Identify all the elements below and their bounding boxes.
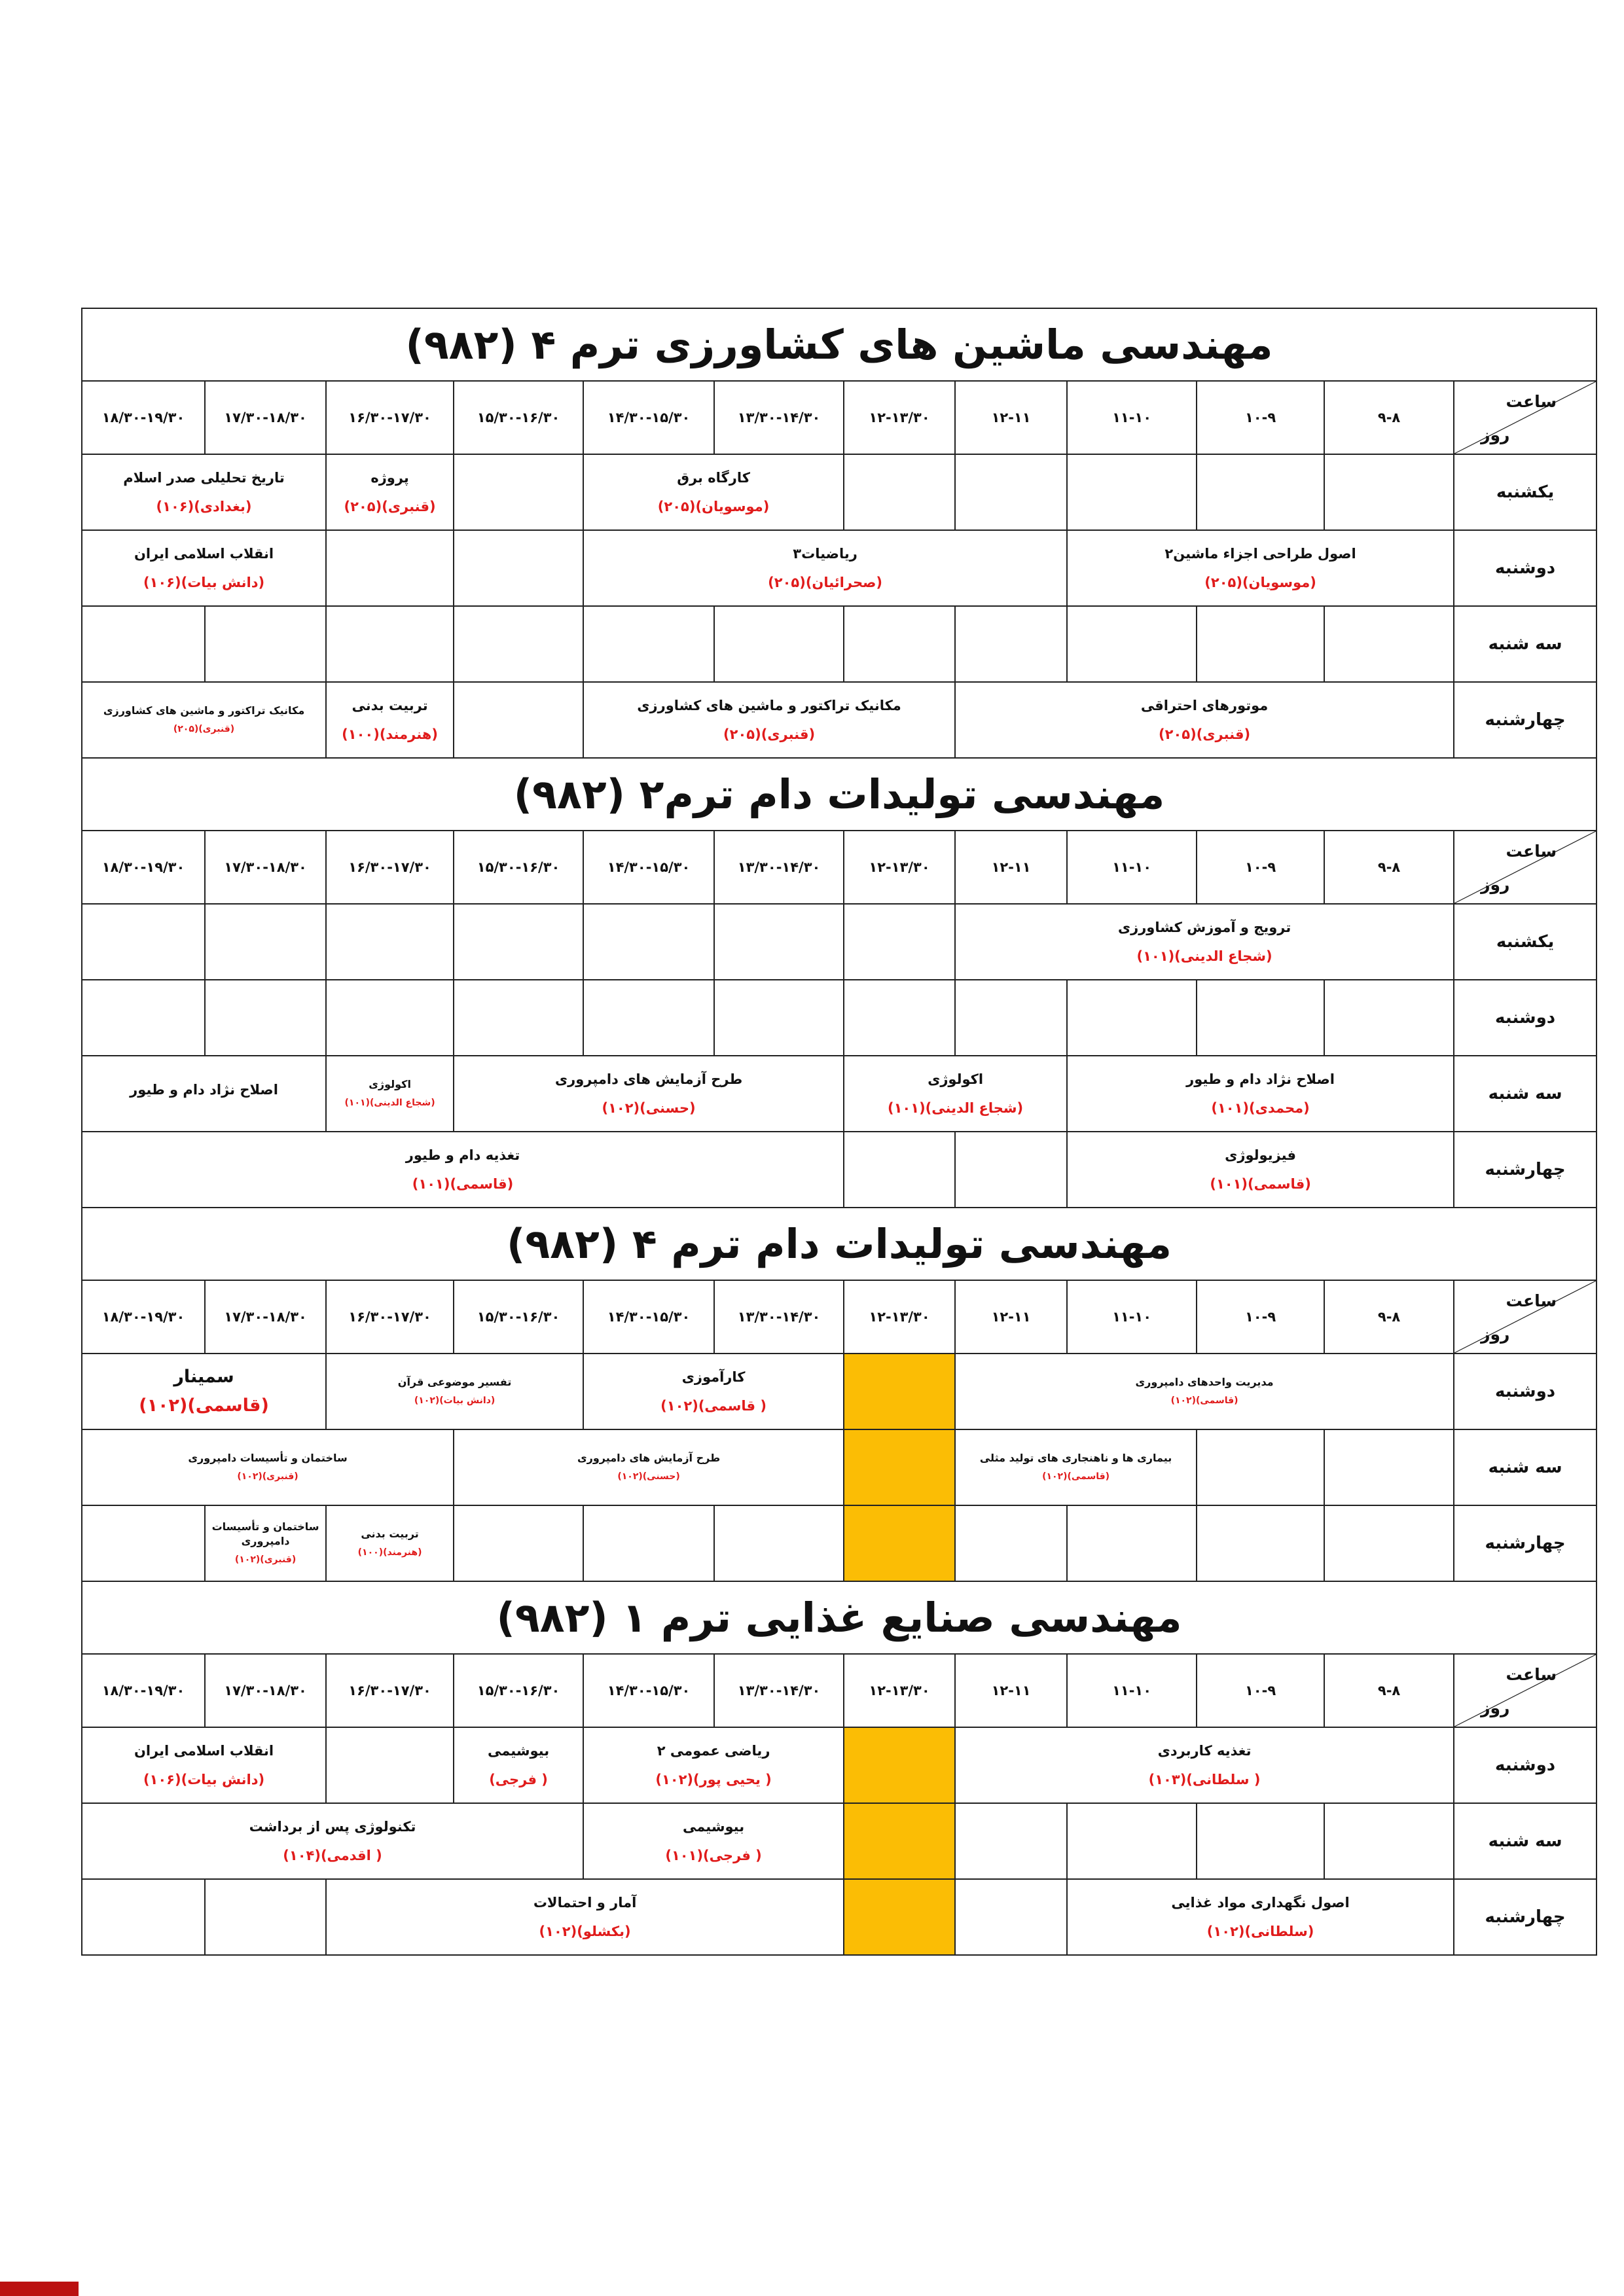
day-name: چهارشنبه [1454, 1879, 1597, 1955]
corner-cell [1454, 1280, 1597, 1354]
empty-cell [583, 980, 714, 1056]
empty-cell [1197, 980, 1324, 1056]
class-cell [955, 904, 1454, 980]
class-cell [583, 454, 844, 530]
course-name: کارگاه برق [677, 470, 750, 486]
section-title: مهندسی تولیدات دام ترم ۴ (۹۸۲) [82, 1208, 1597, 1280]
day-row [82, 1429, 1597, 1505]
course-name: بیوشیمی [487, 1743, 550, 1759]
day-row [82, 980, 1597, 1056]
day-row [82, 904, 1597, 980]
empty-cell [955, 1505, 1067, 1581]
empty-cell [326, 1727, 454, 1803]
empty-cell [326, 530, 454, 606]
empty-cell [205, 904, 326, 980]
day-row [82, 1879, 1597, 1955]
day-label: روز [1481, 875, 1510, 894]
day-row [82, 606, 1597, 682]
class-cell [326, 682, 454, 758]
day-name: دوشنبه [1454, 530, 1597, 606]
day-row [82, 1803, 1597, 1879]
class-cell [955, 682, 1454, 758]
time-slot: ۱۲-۱۱ [955, 831, 1067, 904]
empty-cell [1067, 606, 1197, 682]
course-name: کارآموزی [681, 1369, 746, 1385]
course-name: ترویج و آموزش کشاورزی [1117, 920, 1291, 935]
empty-cell [1067, 1803, 1197, 1879]
corner-cell [1454, 381, 1597, 454]
instructor-room: (قنبری)(۲۰۵) [1159, 726, 1251, 742]
empty-cell [82, 1505, 205, 1581]
day-name: یکشنبه [1454, 904, 1597, 980]
break-cell [844, 1879, 955, 1955]
empty-cell [82, 904, 205, 980]
empty-cell [1197, 606, 1324, 682]
timetable [81, 308, 1597, 1956]
day-row [82, 530, 1597, 606]
instructor-room: ( یحیی پور)(۱۰۲) [655, 1772, 772, 1787]
time-slot: ۱۵/۳۰-۱۶/۳۰ [454, 831, 583, 904]
course-name: مکانیک تراکتور و ماشین های کشاورزی [103, 704, 305, 717]
day-name: سه شنبه [1454, 606, 1597, 682]
class-cell [326, 1056, 454, 1132]
empty-cell [714, 980, 844, 1056]
class-cell [583, 1727, 844, 1803]
class-cell [326, 1879, 844, 1955]
corner-cell [1454, 831, 1597, 904]
empty-cell [82, 1879, 205, 1955]
time-slot: ۱۲-۱۳/۳۰ [844, 831, 955, 904]
time-slot: ۱۰-۹ [1197, 381, 1324, 454]
instructor-room: (قنبری)(۱۰۲) [237, 1471, 298, 1482]
hour-label: ساعت [1506, 1291, 1557, 1310]
time-header-row [82, 381, 1597, 454]
instructor-room: (قنبری)(۱۰۲) [234, 1554, 297, 1565]
time-slot: ۱۲-۱۱ [955, 381, 1067, 454]
course-name: تغذیه دام و طیور [405, 1147, 520, 1163]
time-slot: ۹-۸ [1324, 1654, 1454, 1727]
break-cell [844, 1727, 955, 1803]
empty-cell [326, 606, 454, 682]
course-name: تربیت بدنی [361, 1528, 419, 1540]
section-title-row [82, 1581, 1597, 1654]
time-slot: ۱۲-۱۳/۳۰ [844, 1654, 955, 1727]
course-name: ریاضیات۳ [793, 546, 857, 562]
course-name: طرح آزمایش های دامپروری [577, 1452, 721, 1464]
instructor-room: (حسنی)(۱۰۲) [617, 1471, 680, 1482]
time-slot: ۱۷/۳۰-۱۸/۳۰ [205, 831, 326, 904]
empty-cell [454, 904, 583, 980]
class-cell [82, 1429, 454, 1505]
instructor-room: (قنبری)(۲۰۵) [723, 726, 816, 742]
course-name: اصلاح نژاد دام و طیور [1186, 1071, 1335, 1087]
class-cell [326, 454, 454, 530]
time-slot: ۱۰-۹ [1197, 1280, 1324, 1354]
class-cell [82, 1727, 326, 1803]
empty-cell [205, 1879, 326, 1955]
hour-label: ساعت [1506, 842, 1557, 861]
break-cell [844, 1354, 955, 1429]
course-name: مدیریت واحدهای دامپروری [1135, 1376, 1274, 1388]
class-cell [583, 1803, 844, 1879]
instructor-room: (محمدی)(۱۰۱) [1211, 1100, 1310, 1116]
course-name: ریاضی عمومی ۲ [657, 1743, 770, 1759]
class-cell [1067, 530, 1454, 606]
day-row [82, 1505, 1597, 1581]
time-slot: ۱۶/۳۰-۱۷/۳۰ [326, 381, 454, 454]
day-label: روز [1481, 1325, 1510, 1344]
time-slot: ۱۶/۳۰-۱۷/۳۰ [326, 1280, 454, 1354]
class-cell [583, 1354, 844, 1429]
empty-cell [955, 1803, 1067, 1879]
class-cell [326, 1354, 583, 1429]
day-name: سه شنبه [1454, 1429, 1597, 1505]
empty-cell [844, 606, 955, 682]
empty-cell [82, 606, 205, 682]
empty-cell [1067, 980, 1197, 1056]
instructor-room: (سلطانی)(۱۰۲) [1206, 1924, 1314, 1939]
empty-cell [1324, 1429, 1454, 1505]
class-cell [955, 1429, 1197, 1505]
day-row [82, 1132, 1597, 1208]
time-slot: ۱۲-۱۳/۳۰ [844, 381, 955, 454]
empty-cell [583, 606, 714, 682]
course-name: اکولوژی [369, 1078, 411, 1090]
empty-cell [1067, 454, 1197, 530]
empty-cell [454, 454, 583, 530]
empty-cell [82, 980, 205, 1056]
instructor-room: (شجاع الدینی)(۱۰۱) [344, 1098, 435, 1108]
watermark-logo [0, 2282, 79, 2296]
course-name: انقلاب اسلامی ایران [134, 1743, 274, 1759]
instructor-room: (قاسمی)(۱۰۲) [139, 1395, 269, 1416]
timetable-sheet [81, 308, 1583, 1956]
class-cell [326, 1505, 454, 1581]
course-name: اکولوژی [928, 1071, 984, 1087]
empty-cell [454, 980, 583, 1056]
course-name: مکانیک تراکتور و ماشین های کشاورزی [637, 698, 901, 713]
empty-cell [205, 606, 326, 682]
course-name: موتورهای احتراقی [1140, 698, 1269, 713]
class-cell [454, 1429, 844, 1505]
time-slot: ۱۱-۱۰ [1067, 1280, 1197, 1354]
time-slot: ۱۱-۱۰ [1067, 381, 1197, 454]
break-cell [844, 1505, 955, 1581]
time-slot: ۹-۸ [1324, 381, 1454, 454]
empty-cell [454, 1505, 583, 1581]
class-cell [955, 1354, 1454, 1429]
empty-cell [955, 980, 1067, 1056]
empty-cell [714, 904, 844, 980]
time-slot: ۱۵/۳۰-۱۶/۳۰ [454, 1654, 583, 1727]
empty-cell [205, 980, 326, 1056]
empty-cell [844, 454, 955, 530]
break-cell [844, 1429, 955, 1505]
section-title: مهندسی تولیدات دام ترم۲ (۹۸۲) [82, 758, 1597, 831]
class-cell [82, 454, 326, 530]
time-slot: ۱۶/۳۰-۱۷/۳۰ [326, 1654, 454, 1727]
empty-cell [714, 1505, 844, 1581]
time-slot: ۱۷/۳۰-۱۸/۳۰ [205, 381, 326, 454]
instructor-room: ( فرجی) [489, 1772, 548, 1787]
time-slot: ۱۷/۳۰-۱۸/۳۰ [205, 1654, 326, 1727]
empty-cell [1197, 1803, 1324, 1879]
instructor-room: (حسنی)(۱۰۲) [602, 1100, 696, 1116]
class-cell [583, 530, 1067, 606]
instructor-room: (قاسمی)(۱۰۱) [412, 1176, 514, 1192]
time-slot: ۱۸/۳۰-۱۹/۳۰ [82, 831, 205, 904]
course-name: تربیت بدنی [352, 698, 428, 713]
day-row [82, 1354, 1597, 1429]
time-header-row [82, 1654, 1597, 1727]
time-slot: ۱۱-۱۰ [1067, 1654, 1197, 1727]
day-name: سه شنبه [1454, 1056, 1597, 1132]
course-name: تفسیر موضوعی قرآن [397, 1376, 512, 1388]
hour-label: ساعت [1506, 1665, 1557, 1684]
instructor-room: (صحرائیان)(۲۰۵) [768, 575, 882, 590]
time-slot: ۱۶/۳۰-۱۷/۳۰ [326, 831, 454, 904]
empty-cell [583, 904, 714, 980]
time-slot: ۱۲-۱۳/۳۰ [844, 1280, 955, 1354]
class-cell [844, 1056, 1067, 1132]
course-name: اصول نگهداری مواد غذایی [1171, 1895, 1350, 1910]
empty-cell [844, 904, 955, 980]
time-slot: ۱۴/۳۰-۱۵/۳۰ [583, 831, 714, 904]
empty-cell [583, 1505, 714, 1581]
empty-cell [454, 606, 583, 682]
instructor-room: (بکشلو)(۱۰۲) [539, 1924, 631, 1939]
time-slot: ۱۳/۳۰-۱۴/۳۰ [714, 1280, 844, 1354]
instructor-room: (شجاع الدینی)(۱۰۱) [888, 1100, 1024, 1116]
day-label: روز [1481, 1698, 1510, 1717]
class-cell [1067, 1879, 1454, 1955]
course-name: طرح آزمایش های دامپروری [554, 1071, 743, 1087]
course-name: سمینار [173, 1367, 234, 1387]
class-cell [82, 530, 326, 606]
course-name: فیزیولوژی [1225, 1147, 1296, 1163]
day-name: یکشنبه [1454, 454, 1597, 530]
time-slot: ۱۲-۱۱ [955, 1654, 1067, 1727]
class-cell [82, 1056, 326, 1132]
time-slot: ۱۴/۳۰-۱۵/۳۰ [583, 1654, 714, 1727]
empty-cell [1324, 454, 1454, 530]
instructor-room: (دانش بیات)(۱۰۶) [143, 1772, 265, 1787]
hour-label: ساعت [1506, 392, 1557, 411]
time-header-row [82, 831, 1597, 904]
course-name: ساختمان و تأسیسات دامپروری [211, 1520, 319, 1547]
empty-cell [326, 980, 454, 1056]
course-name: پروژه [370, 470, 409, 486]
course-name: اصلاح نژاد دام و طیور [130, 1082, 278, 1098]
day-row [82, 1727, 1597, 1803]
class-cell [82, 1803, 583, 1879]
instructor-room: (بغدادی)(۱۰۶) [156, 499, 252, 514]
empty-cell [454, 682, 583, 758]
class-cell [454, 1056, 844, 1132]
instructor-room: (قاسمی)(۱۰۲) [1170, 1395, 1238, 1406]
empty-cell [955, 606, 1067, 682]
section-title: مهندسی ماشین های کشاورزی ترم ۴ (۹۸۲) [82, 308, 1597, 381]
instructor-room: (دانش بیات)(۱۰۶) [143, 575, 265, 590]
instructor-room: (دانش بیات)(۱۰۲) [414, 1395, 496, 1406]
empty-cell [844, 1132, 955, 1208]
time-slot: ۱۳/۳۰-۱۴/۳۰ [714, 831, 844, 904]
time-slot: ۱۰-۹ [1197, 831, 1324, 904]
empty-cell [1197, 1505, 1324, 1581]
instructor-room: ( اقدمی)(۱۰۴) [283, 1848, 382, 1863]
time-slot: ۱۸/۳۰-۱۹/۳۰ [82, 1654, 205, 1727]
time-slot: ۱۸/۳۰-۱۹/۳۰ [82, 1280, 205, 1354]
time-slot: ۱۴/۳۰-۱۵/۳۰ [583, 1280, 714, 1354]
time-slot: ۱۰-۹ [1197, 1654, 1324, 1727]
time-slot: ۱۵/۳۰-۱۶/۳۰ [454, 1280, 583, 1354]
day-label: روز [1481, 425, 1510, 444]
time-header-row [82, 1280, 1597, 1354]
day-name: دوشنبه [1454, 1354, 1597, 1429]
course-name: انقلاب اسلامی ایران [134, 546, 274, 562]
class-cell [955, 1727, 1454, 1803]
class-cell [1067, 1056, 1454, 1132]
empty-cell [454, 530, 583, 606]
empty-cell [1197, 1429, 1324, 1505]
time-slot: ۱۴/۳۰-۱۵/۳۰ [583, 381, 714, 454]
instructor-room: (شجاع الدینی)(۱۰۱) [1136, 948, 1272, 964]
time-slot: ۹-۸ [1324, 1280, 1454, 1354]
day-row [82, 454, 1597, 530]
section-title-row [82, 758, 1597, 831]
day-row [82, 1056, 1597, 1132]
course-name: اصول طراحی اجزاء ماشین۲ [1164, 546, 1356, 562]
day-name: دوشنبه [1454, 980, 1597, 1056]
day-name: سه شنبه [1454, 1803, 1597, 1879]
day-name: دوشنبه [1454, 1727, 1597, 1803]
time-slot: ۱۲-۱۱ [955, 1280, 1067, 1354]
instructor-room: (هنرمند)(۱۰۰) [342, 726, 438, 742]
time-slot: ۹-۸ [1324, 831, 1454, 904]
class-cell [583, 682, 955, 758]
section-title-row [82, 1208, 1597, 1280]
time-slot: ۱۸/۳۰-۱۹/۳۰ [82, 381, 205, 454]
time-slot: ۱۷/۳۰-۱۸/۳۰ [205, 1280, 326, 1354]
time-slot: ۱۳/۳۰-۱۴/۳۰ [714, 1654, 844, 1727]
day-name: چهارشنبه [1454, 1505, 1597, 1581]
empty-cell [1324, 1803, 1454, 1879]
instructor-room: ( فرجی)(۱۰۱) [665, 1848, 762, 1863]
instructor-room: (قاسمی)(۱۰۲) [1042, 1471, 1110, 1482]
instructor-room: (قاسمی)(۱۰۱) [1210, 1176, 1311, 1192]
day-name: چهارشنبه [1454, 682, 1597, 758]
instructor-room: (موسویان)(۲۰۵) [1204, 575, 1316, 590]
empty-cell [1324, 980, 1454, 1056]
day-name: چهارشنبه [1454, 1132, 1597, 1208]
time-slot: ۱۵/۳۰-۱۶/۳۰ [454, 381, 583, 454]
empty-cell [714, 606, 844, 682]
section-title: مهندسی صنایع غذایی ترم ۱ (۹۸۲) [82, 1581, 1597, 1654]
course-name: ساختمان و تأسیسات دامپروری [188, 1452, 348, 1464]
class-cell [82, 1354, 326, 1429]
empty-cell [955, 1879, 1067, 1955]
corner-cell [1454, 1654, 1597, 1727]
course-name: بیوشیمی [682, 1819, 745, 1835]
instructor-room: (قنبری)(۲۰۵) [344, 499, 436, 514]
day-row [82, 682, 1597, 758]
empty-cell [1197, 454, 1324, 530]
empty-cell [1324, 1505, 1454, 1581]
instructor-room: (موسویان)(۲۰۵) [657, 499, 770, 514]
instructor-room: (هنرمند)(۱۰۰) [357, 1547, 422, 1558]
time-slot: ۱۳/۳۰-۱۴/۳۰ [714, 381, 844, 454]
instructor-room: ( قاسمی)(۱۰۲) [660, 1398, 767, 1414]
course-name: آمار و احتمالات [533, 1895, 637, 1910]
class-cell [454, 1727, 583, 1803]
section-title-row [82, 308, 1597, 381]
empty-cell [1324, 606, 1454, 682]
empty-cell [326, 904, 454, 980]
break-cell [844, 1803, 955, 1879]
instructor-room: (قنبری)(۲۰۵) [173, 724, 235, 734]
course-name: تاریخ تحلیلی صدر اسلام [123, 470, 285, 486]
course-name: تغذیه کاربردی [1157, 1743, 1252, 1759]
class-cell [82, 682, 326, 758]
instructor-room: ( سلطانی)(۱۰۳) [1148, 1772, 1261, 1787]
course-name: بیماری ها و ناهنجاری های تولید مثلی [979, 1452, 1172, 1464]
empty-cell [955, 1132, 1067, 1208]
class-cell [205, 1505, 326, 1581]
class-cell [1067, 1132, 1454, 1208]
class-cell [82, 1132, 844, 1208]
empty-cell [844, 980, 955, 1056]
empty-cell [1067, 1505, 1197, 1581]
course-name: تکنولوژی پس از برداشت [249, 1819, 416, 1835]
time-slot: ۱۱-۱۰ [1067, 831, 1197, 904]
empty-cell [955, 454, 1067, 530]
